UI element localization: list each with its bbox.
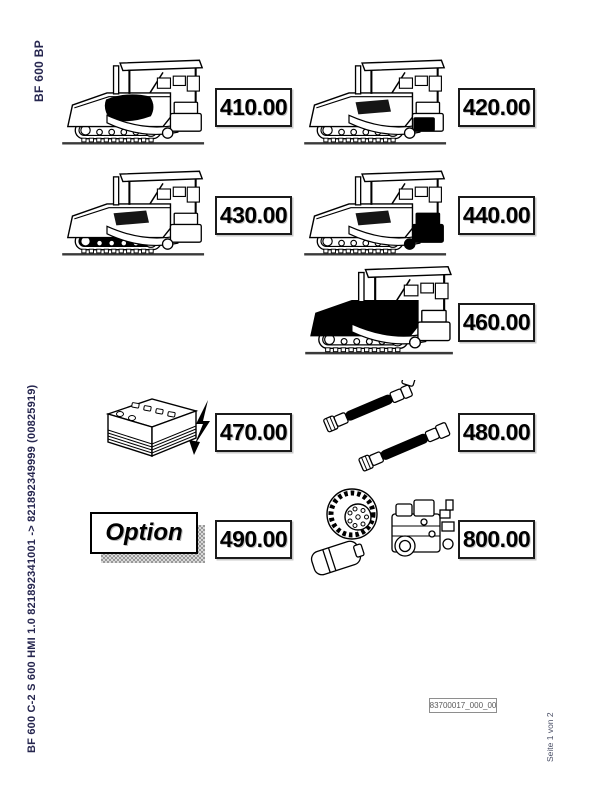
group-code-800[interactable]: 800.00 — [458, 520, 535, 559]
coupling-drum-icon — [327, 489, 377, 539]
group-code-480[interactable]: 480.00 — [458, 413, 535, 452]
pump-assembly-illustration — [308, 486, 460, 578]
option-label: Option — [105, 519, 183, 546]
figure-group-480[interactable] — [318, 380, 460, 472]
figure-group-420[interactable] — [298, 50, 456, 148]
figure-group-440[interactable] — [298, 161, 456, 259]
paver-body-illustration — [300, 256, 462, 358]
figure-group-490-option[interactable] — [90, 512, 210, 570]
canister-icon — [309, 538, 366, 577]
hose-with-elbow-icon — [319, 380, 423, 432]
machine-model-label: BF 600 BP — [32, 39, 46, 102]
group-code-490[interactable]: 490.00 — [215, 520, 292, 559]
paver-engine-illustration — [56, 50, 214, 148]
battery-icon — [108, 399, 196, 456]
electrics-illustration — [94, 390, 212, 468]
figure-group-470[interactable] — [94, 390, 212, 468]
figure-group-460[interactable] — [300, 256, 462, 358]
hydraulic-pump-icon — [392, 500, 454, 556]
hydraulic-hoses-illustration — [318, 380, 460, 472]
machine-serial-range-label: BF 600 C-2 S 600 HMI 1.0 821892341001 -> 821892349999 (00825919) — [26, 384, 38, 753]
group-code-410[interactable]: 410.00 — [215, 88, 292, 127]
group-code-440[interactable]: 440.00 — [458, 196, 535, 235]
group-code-460[interactable]: 460.00 — [458, 303, 535, 342]
straight-hose-icon — [358, 422, 450, 471]
option-box — [90, 512, 198, 554]
group-code-420[interactable]: 420.00 — [458, 88, 535, 127]
paver-tracks-illustration — [56, 161, 214, 259]
group-code-430[interactable]: 430.00 — [215, 196, 292, 235]
paver-screed-illustration — [298, 161, 456, 259]
figure-group-430[interactable] — [56, 161, 214, 259]
group-code-470[interactable]: 470.00 — [215, 413, 292, 452]
figure-group-800[interactable] — [308, 486, 460, 578]
page-indicator: Seite 1 von 2 — [545, 712, 555, 762]
paver-rear-drive-illustration — [298, 50, 456, 148]
document-number: 83700017_000_00 — [429, 698, 497, 713]
figure-group-410[interactable] — [56, 50, 214, 148]
